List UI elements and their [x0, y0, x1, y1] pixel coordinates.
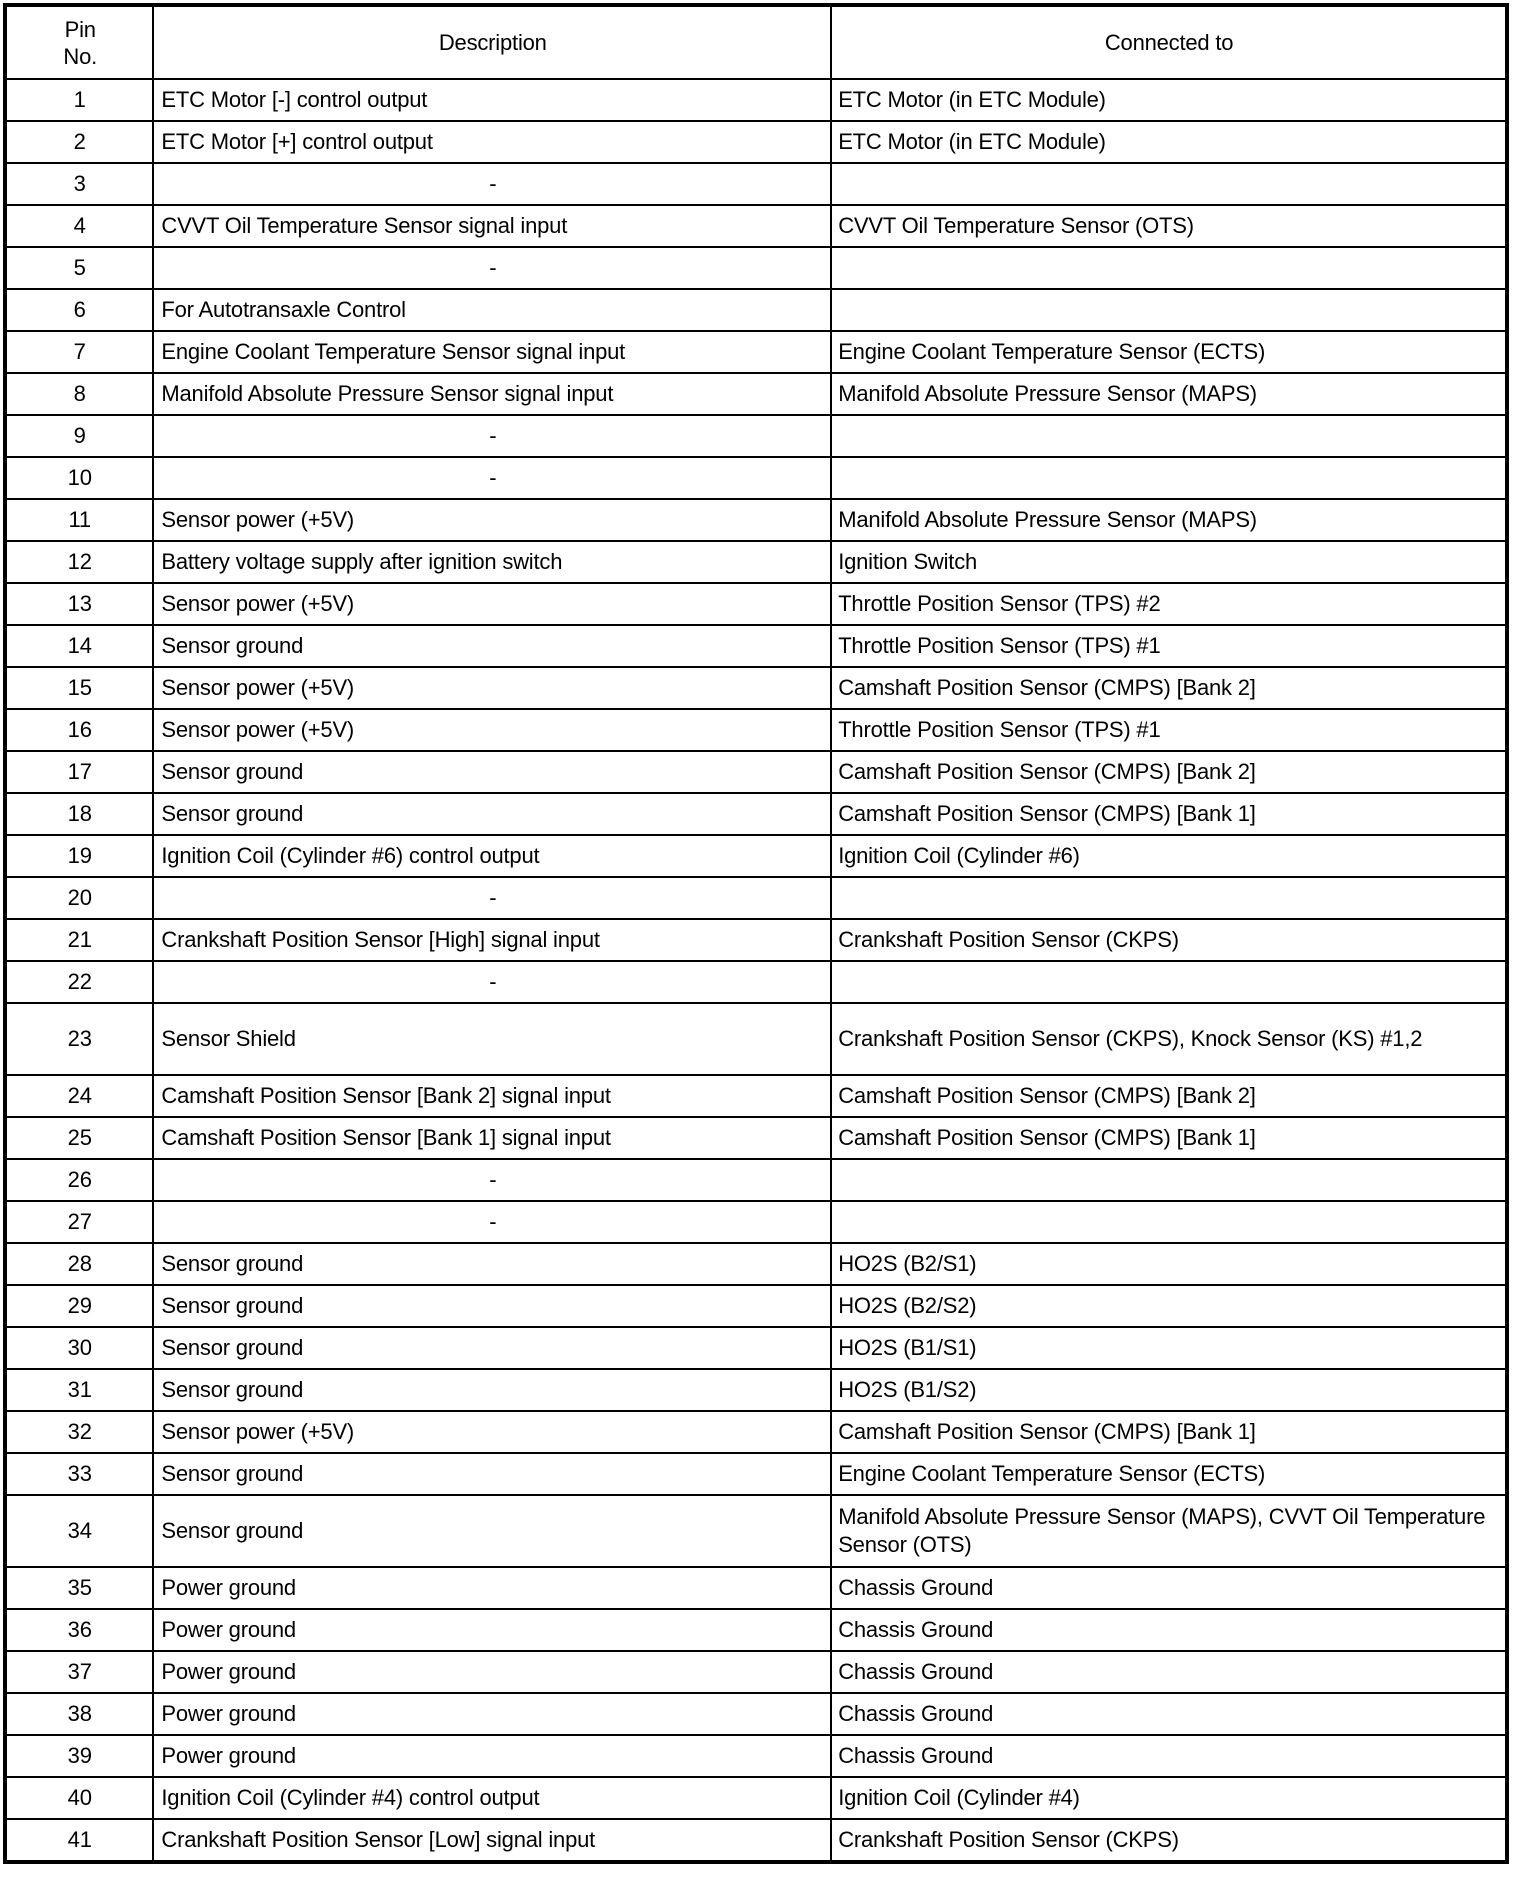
- pin-number-cell: 35: [5, 1567, 153, 1609]
- description-cell: Crankshaft Position Sensor [Low] signal input: [153, 1819, 831, 1862]
- connected-to-cell: Chassis Ground: [831, 1735, 1507, 1777]
- table-row: [5, 583, 1507, 625]
- description-cell: ETC Motor [+] control output: [153, 121, 831, 163]
- table-row: [5, 247, 1507, 289]
- pin-number-cell: 20: [5, 877, 153, 919]
- pin-number-cell: 13: [5, 583, 153, 625]
- pin-number-cell: 4: [5, 205, 153, 247]
- header-pin-no: [5, 5, 153, 79]
- connected-to-cell: Throttle Position Sensor (TPS) #2: [831, 583, 1507, 625]
- description-cell: -: [153, 457, 831, 499]
- pin-number-cell: 17: [5, 751, 153, 793]
- connected-to-cell: HO2S (B2/S1): [831, 1243, 1507, 1285]
- connected-to-cell: Chassis Ground: [831, 1609, 1507, 1651]
- table-row: [5, 1369, 1507, 1411]
- pin-number-cell: 1: [5, 79, 153, 121]
- table-row: [5, 1201, 1507, 1243]
- pin-number-cell: 21: [5, 919, 153, 961]
- connected-to-cell: CVVT Oil Temperature Sensor (OTS): [831, 205, 1507, 247]
- pin-number-cell: 19: [5, 835, 153, 877]
- connected-to-cell: Ignition Coil (Cylinder #4): [831, 1777, 1507, 1819]
- connected-to-cell: [831, 961, 1507, 1003]
- table-row: [5, 205, 1507, 247]
- table-row: [5, 793, 1507, 835]
- connected-to-cell: Manifold Absolute Pressure Sensor (MAPS), CVVT Oil Temperature Sensor (OTS): [831, 1495, 1507, 1567]
- connected-to-cell: [831, 1201, 1507, 1243]
- description-cell: Sensor ground: [153, 1327, 831, 1369]
- connected-to-cell: [831, 163, 1507, 205]
- header-connected-to: Connected to: [831, 5, 1507, 79]
- description-cell: Power ground: [153, 1735, 831, 1777]
- connected-to-cell: [831, 415, 1507, 457]
- pin-number-cell: 38: [5, 1693, 153, 1735]
- description-cell: Sensor ground: [153, 1285, 831, 1327]
- pin-description-table: [3, 3, 1509, 1864]
- table-row: [5, 1693, 1507, 1735]
- table-row: [5, 373, 1507, 415]
- pin-number-cell: 24: [5, 1075, 153, 1117]
- pin-number-cell: 26: [5, 1159, 153, 1201]
- pin-number-cell: 33: [5, 1453, 153, 1495]
- connected-to-cell: [831, 457, 1507, 499]
- header-pin-line2: No.: [63, 43, 98, 69]
- connected-to-cell: Manifold Absolute Pressure Sensor (MAPS): [831, 499, 1507, 541]
- description-cell: Sensor ground: [153, 1243, 831, 1285]
- description-cell: Sensor ground: [153, 1495, 831, 1567]
- table-row: [5, 1495, 1507, 1567]
- table-row: [5, 457, 1507, 499]
- connected-to-cell: HO2S (B1/S2): [831, 1369, 1507, 1411]
- description-cell: Power ground: [153, 1693, 831, 1735]
- description-cell: Camshaft Position Sensor [Bank 2] signal input: [153, 1075, 831, 1117]
- connected-to-cell: Ignition Coil (Cylinder #6): [831, 835, 1507, 877]
- connected-to-cell: Camshaft Position Sensor (CMPS) [Bank 1]: [831, 1411, 1507, 1453]
- table-row: [5, 1609, 1507, 1651]
- table-row: [5, 667, 1507, 709]
- header-description: Description: [153, 5, 831, 79]
- pin-number-cell: 32: [5, 1411, 153, 1453]
- description-cell: Sensor power (+5V): [153, 583, 831, 625]
- table-row: [5, 289, 1507, 331]
- table-row: [5, 331, 1507, 373]
- connected-to-cell: Chassis Ground: [831, 1567, 1507, 1609]
- connected-to-cell: [831, 247, 1507, 289]
- description-cell: -: [153, 877, 831, 919]
- table-row: [5, 121, 1507, 163]
- connected-to-cell: Camshaft Position Sensor (CMPS) [Bank 2]: [831, 667, 1507, 709]
- table-row: [5, 1411, 1507, 1453]
- pin-number-cell: 41: [5, 1819, 153, 1862]
- connected-to-cell: Camshaft Position Sensor (CMPS) [Bank 1]: [831, 793, 1507, 835]
- connected-to-cell: HO2S (B1/S1): [831, 1327, 1507, 1369]
- table-row: [5, 835, 1507, 877]
- table-row: [5, 1819, 1507, 1862]
- pin-number-cell: 25: [5, 1117, 153, 1159]
- connected-to-cell: Throttle Position Sensor (TPS) #1: [831, 625, 1507, 667]
- table-row: [5, 1735, 1507, 1777]
- pin-number-cell: 23: [5, 1003, 153, 1075]
- table-row: [5, 751, 1507, 793]
- pin-number-cell: 9: [5, 415, 153, 457]
- connected-to-cell: Crankshaft Position Sensor (CKPS): [831, 919, 1507, 961]
- connected-to-cell: [831, 877, 1507, 919]
- table-row: [5, 1777, 1507, 1819]
- table-row: [5, 1285, 1507, 1327]
- description-cell: Ignition Coil (Cylinder #6) control output: [153, 835, 831, 877]
- description-cell: Sensor power (+5V): [153, 1411, 831, 1453]
- pin-number-cell: 18: [5, 793, 153, 835]
- connected-to-cell: Chassis Ground: [831, 1651, 1507, 1693]
- pin-number-cell: 39: [5, 1735, 153, 1777]
- connected-to-cell: Engine Coolant Temperature Sensor (ECTS): [831, 331, 1507, 373]
- table-row: [5, 919, 1507, 961]
- pin-number-cell: 10: [5, 457, 153, 499]
- description-cell: ETC Motor [-] control output: [153, 79, 831, 121]
- description-cell: Sensor power (+5V): [153, 667, 831, 709]
- description-cell: Sensor ground: [153, 1369, 831, 1411]
- header-pin-line1: Pin: [64, 16, 96, 42]
- table-row: [5, 499, 1507, 541]
- pin-number-cell: 6: [5, 289, 153, 331]
- description-cell: -: [153, 163, 831, 205]
- description-cell: Sensor ground: [153, 1453, 831, 1495]
- table-row: [5, 163, 1507, 205]
- connected-to-cell: Crankshaft Position Sensor (CKPS), Knock Sensor (KS) #1,2: [831, 1003, 1507, 1075]
- description-cell: Engine Coolant Temperature Sensor signal input: [153, 331, 831, 373]
- description-cell: -: [153, 415, 831, 457]
- connected-to-cell: ETC Motor (in ETC Module): [831, 79, 1507, 121]
- table-body: [5, 79, 1507, 1862]
- connected-to-cell: Ignition Switch: [831, 541, 1507, 583]
- table-row: [5, 1651, 1507, 1693]
- pin-number-cell: 22: [5, 961, 153, 1003]
- pin-number-cell: 36: [5, 1609, 153, 1651]
- table-row: [5, 877, 1507, 919]
- table-row: [5, 1453, 1507, 1495]
- description-cell: Battery voltage supply after ignition switch: [153, 541, 831, 583]
- connected-to-cell: Camshaft Position Sensor (CMPS) [Bank 1]: [831, 1117, 1507, 1159]
- pin-number-cell: 29: [5, 1285, 153, 1327]
- pin-number-cell: 2: [5, 121, 153, 163]
- description-cell: Sensor Shield: [153, 1003, 831, 1075]
- table-row: [5, 79, 1507, 121]
- table-row: [5, 1327, 1507, 1369]
- description-cell: -: [153, 1201, 831, 1243]
- table-row: [5, 1003, 1507, 1075]
- connected-to-cell: Engine Coolant Temperature Sensor (ECTS): [831, 1453, 1507, 1495]
- description-cell: Ignition Coil (Cylinder #4) control output: [153, 1777, 831, 1819]
- table-row: [5, 415, 1507, 457]
- pin-number-cell: 11: [5, 499, 153, 541]
- description-cell: For Autotransaxle Control: [153, 289, 831, 331]
- description-cell: Sensor ground: [153, 793, 831, 835]
- description-cell: Camshaft Position Sensor [Bank 1] signal input: [153, 1117, 831, 1159]
- pin-number-cell: 27: [5, 1201, 153, 1243]
- connected-to-cell: Camshaft Position Sensor (CMPS) [Bank 2]: [831, 1075, 1507, 1117]
- table-row: [5, 709, 1507, 751]
- pin-number-cell: 37: [5, 1651, 153, 1693]
- pin-number-cell: 14: [5, 625, 153, 667]
- header-row: [5, 5, 1507, 79]
- description-cell: -: [153, 247, 831, 289]
- description-cell: Power ground: [153, 1609, 831, 1651]
- table-row: [5, 541, 1507, 583]
- table-row: [5, 1117, 1507, 1159]
- description-cell: CVVT Oil Temperature Sensor signal input: [153, 205, 831, 247]
- table-row: [5, 1075, 1507, 1117]
- connected-to-cell: ETC Motor (in ETC Module): [831, 121, 1507, 163]
- description-cell: Sensor power (+5V): [153, 709, 831, 751]
- description-cell: Power ground: [153, 1651, 831, 1693]
- description-cell: Manifold Absolute Pressure Sensor signal input: [153, 373, 831, 415]
- connected-to-cell: Crankshaft Position Sensor (CKPS): [831, 1819, 1507, 1862]
- table-row: [5, 961, 1507, 1003]
- table-row: [5, 625, 1507, 667]
- connected-to-cell: Camshaft Position Sensor (CMPS) [Bank 2]: [831, 751, 1507, 793]
- connected-to-cell: [831, 289, 1507, 331]
- pin-number-cell: 40: [5, 1777, 153, 1819]
- description-cell: -: [153, 961, 831, 1003]
- connected-to-cell: Chassis Ground: [831, 1693, 1507, 1735]
- pin-number-cell: 12: [5, 541, 153, 583]
- pin-number-cell: 8: [5, 373, 153, 415]
- description-cell: Sensor power (+5V): [153, 499, 831, 541]
- table-row: [5, 1567, 1507, 1609]
- connected-to-cell: Throttle Position Sensor (TPS) #1: [831, 709, 1507, 751]
- pin-number-cell: 34: [5, 1495, 153, 1567]
- connected-to-cell: [831, 1159, 1507, 1201]
- description-cell: Power ground: [153, 1567, 831, 1609]
- description-cell: Sensor ground: [153, 751, 831, 793]
- pin-number-cell: 15: [5, 667, 153, 709]
- connected-to-cell: Manifold Absolute Pressure Sensor (MAPS): [831, 373, 1507, 415]
- pin-number-cell: 7: [5, 331, 153, 373]
- table-row: [5, 1159, 1507, 1201]
- pin-number-cell: 16: [5, 709, 153, 751]
- pin-number-cell: 3: [5, 163, 153, 205]
- connected-to-cell: HO2S (B2/S2): [831, 1285, 1507, 1327]
- table-row: [5, 1243, 1507, 1285]
- description-cell: Sensor ground: [153, 625, 831, 667]
- description-cell: -: [153, 1159, 831, 1201]
- description-cell: Crankshaft Position Sensor [High] signal input: [153, 919, 831, 961]
- pin-number-cell: 5: [5, 247, 153, 289]
- pin-number-cell: 30: [5, 1327, 153, 1369]
- pin-number-cell: 31: [5, 1369, 153, 1411]
- pin-number-cell: 28: [5, 1243, 153, 1285]
